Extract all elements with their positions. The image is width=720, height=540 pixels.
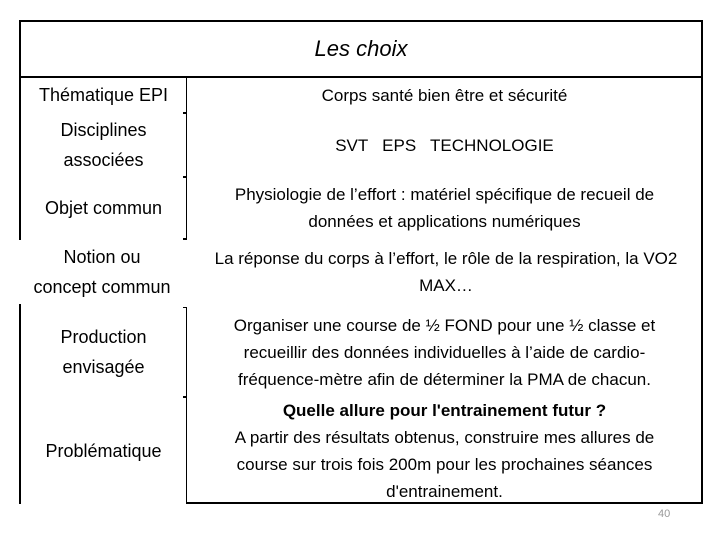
- label-objet: Objet commun: [21, 178, 186, 238]
- value-production: Organiser une course de ½ FOND pour une ½ classe et recueillir des données individuelles à l’aide de cardio- fréquence-mètre afin de déterminer la PMA de chacun.: [233, 315, 656, 389]
- label-production: Production envisagée: [21, 308, 186, 396]
- value-objet: Physiologie de l’effort : matériel spécifique de recueil de données et applications numériques: [234, 185, 655, 231]
- label-disciplines: Disciplines associées: [21, 114, 186, 176]
- page-number: 40: [658, 508, 671, 520]
- label-thematique: Thématique EPI: [21, 78, 186, 112]
- value-notion: La réponse du corps à l’effort, le rôle de la respiration, la VO2 MAX…: [214, 249, 678, 295]
- value-thematique: Corps santé bien être et sécurité: [321, 85, 568, 105]
- label-notion: Notion ou concept commun: [17, 240, 187, 304]
- value-problematique: Quelle allure pour l'entrainement futur ? A partir des résultats obtenus, construire mes allures de course sur trois fois 200m pour les prochaines séances d'entrainement.: [234, 401, 655, 501]
- choices-table: [19, 20, 703, 504]
- table-title: Les choix: [314, 36, 408, 61]
- label-problematique: Problématique: [21, 398, 186, 504]
- value-disciplines: SVT EPS TECHNOLOGIE: [335, 135, 554, 155]
